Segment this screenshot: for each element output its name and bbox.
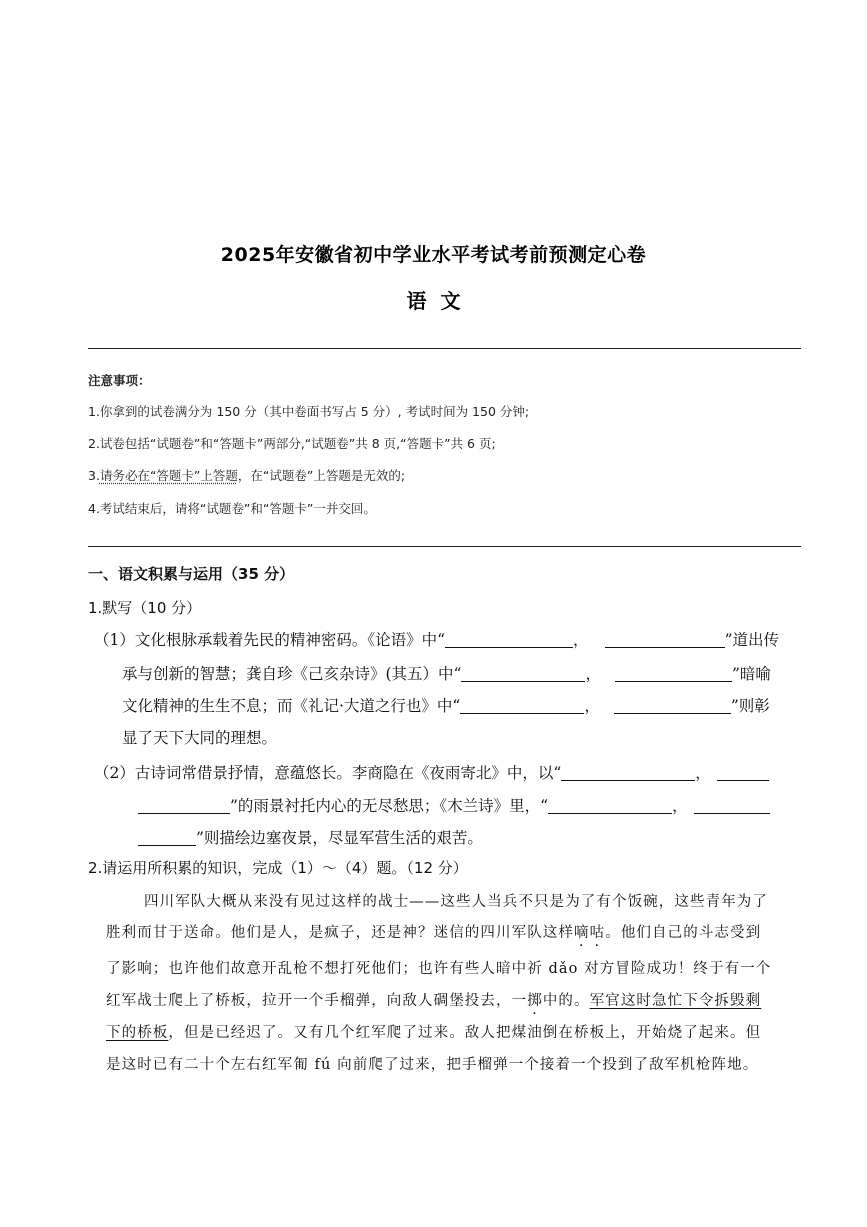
notice-item-3-number: 3. — [88, 468, 100, 483]
passage-line-1: 四川军队大概从来没有见过这样的战士——这些人当兵不只是为了有个饭碗，这些青年为了 — [144, 894, 768, 910]
question-2-title: 2.请运用所积累的知识，完成（1）～（4）题。（12 分） — [88, 859, 468, 877]
answer-blank[interactable] — [548, 797, 672, 814]
answer-blank[interactable] — [461, 665, 585, 682]
answer-blank[interactable] — [615, 665, 732, 682]
notice-item-2: 2.试卷包括“试题卷”和“答题卡”两部分,“试题卷”共 8 页,“答题卡”共 6 页; — [88, 436, 496, 451]
q1-part1-line1: （1）文化根脉承载着先民的精神密码。《论语》中“ ， ”道出传 — [94, 631, 779, 649]
answer-blank[interactable] — [138, 797, 230, 814]
q1-part2-line3: ”则描绘边塞夜景，尽显军营生活的艰苦。 — [138, 826, 483, 848]
passage-line-2: 胜利而甘于送命。他们是人，是疯子，还是神？迷信的四川军队这样嘀咕。他们自己的斗志受到 — [106, 925, 762, 941]
passage-line-6: 是这时已有二十个左右红军匍 fú 向前爬了过来，把手榴弹一个接着一个投到了敌军机枪阵地。 — [106, 1057, 759, 1073]
answer-blank[interactable] — [605, 631, 725, 648]
section-heading: 一、语文积累与运用（35 分） — [88, 565, 295, 583]
bottom-divider — [88, 546, 801, 547]
answer-blank[interactable] — [694, 797, 770, 814]
notice-heading: 注意事项： — [88, 373, 151, 388]
exam-title: 2025年安徽省初中学业水平考试考前预测定心卷 — [220, 244, 647, 266]
q1-part2-line2: ”的雨景衬托内心的无尽愁思；《木兰诗》里，“ ， — [138, 794, 770, 816]
underlined-sentence: 军官这时急忙下令拆毁剩 — [589, 993, 762, 1009]
answer-blank[interactable] — [445, 631, 573, 648]
answer-blank[interactable] — [717, 764, 769, 781]
subject-title: 语文 — [406, 289, 475, 313]
q1-part1-line2: 承与创新的智慧；龚自珍《己亥杂诗》(其五）中“ ， ”暗喻 — [122, 665, 771, 683]
answer-blank[interactable] — [138, 829, 196, 846]
notice-item-3-rest: ，在“试题卷”上答题是无效的; — [237, 468, 406, 483]
emphasis-char: 嘀 — [574, 925, 590, 941]
q1-part1-line3: 文化精神的生生不息；而《礼记·大道之行也》中“ ， ”则彰 — [122, 697, 770, 715]
q1-part2-line1: （2）古诗词常借景抒情，意蕴悠长。李商隐在《夜雨寄北》中，以“ ， — [94, 761, 769, 783]
top-divider — [88, 348, 801, 349]
passage-line-5: 下的桥板，但是已经迟了。又有几个红军爬了过来。敌人把煤油倒在桥板上，开始烧了起来。但 — [106, 1025, 762, 1041]
notice-item-3 — [88, 466, 405, 484]
question-1-title: 1.默写（10 分） — [88, 599, 202, 617]
q1-part1-line4: 显了天下大同的理想。 — [122, 729, 278, 747]
answer-blank[interactable] — [614, 697, 731, 714]
emphasis-char: 掷 — [527, 993, 543, 1009]
notice-item-1: 1.你拿到的试卷满分为 150 分（其中卷面书写占 5 分）, 考试时间为 150 分钟; — [88, 404, 530, 419]
underlined-sentence-end: 下的桥板 — [106, 1025, 169, 1041]
notice-item-4: 4.考试结束后，请将“试题卷”和“答题卡”一并交回。 — [88, 501, 376, 516]
notice-item-3-emphasis: 请务必在“答题卡”上答题 — [99, 468, 238, 483]
answer-blank[interactable] — [561, 764, 695, 781]
emphasis-char: 咕 — [589, 925, 606, 941]
passage-line-3: 了影响；也许他们故意开乱枪不想打死他们；也许有些人暗中祈 dǎo 对方冒险成功！终于有一个 — [106, 961, 772, 977]
passage-line-4: 红军战士爬上了桥板，拉开一个手榴弹，向敌人碉堡投去，一掷中的。军官这时急忙下令拆毁剩 — [106, 993, 762, 1009]
answer-blank[interactable] — [460, 697, 584, 714]
